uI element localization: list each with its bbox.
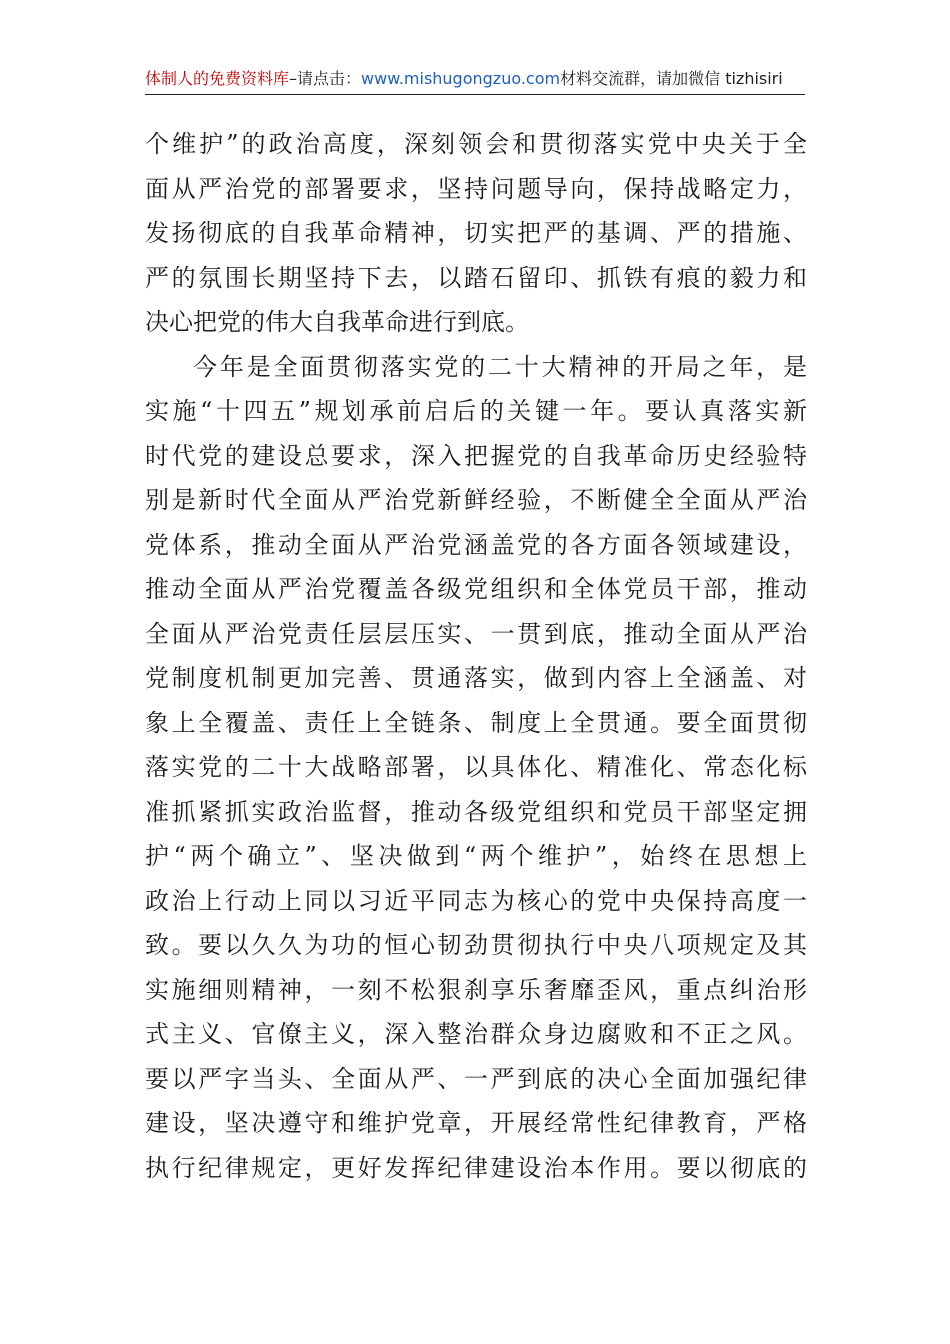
text-line: 党体系，推动全面从严治党涵盖党的各方面各领域建设， [145,530,807,559]
text-line: 要以严字当头、全面从严、一严到底的决心全面加强纪律 [145,1064,807,1093]
text-line: 个维护”的政治高度，深刻领会和贯彻落实党中央关于全 [145,130,807,158]
text-line: 象上全覆盖、责任上全链条、制度上全贯通。要全面贯彻 [145,708,807,737]
text-line: 实施“十四五”规划承前启后的关键一年。要认真落实新 [145,397,807,425]
text-line: 致。要以久久为功的恒心韧劲贯彻执行中央八项规定及其 [145,931,807,959]
text-line: 政治上行动上同以习近平同志为核心的党中央保持高度一 [145,886,807,915]
text-line: 护“两个确立”、坚决做到“两个维护”，始终在思想上 [145,842,807,870]
header-brand: 体制人的免费资料库 [145,69,290,88]
text-line: 准抓紧抓实政治监督，推动各级党组织和党员干部坚定拥 [145,797,807,826]
page-header [145,66,805,95]
text-line: 式主义、官僚主义，深入整治群众身边腐败和不正之风。 [145,1020,807,1048]
document-body [145,122,807,1190]
text-line: 全面从严治党责任层层压实、一贯到底，推动全面从严治 [145,619,807,648]
text-line: 别是新时代全面从严治党新鲜经验，不断健全全面从严治 [145,486,807,514]
text-line: 建设，坚决遵守和维护党章，开展经常性纪律教育，严格 [145,1109,807,1137]
header-url-link[interactable]: www.mishugongzuo.com [361,69,561,88]
header-prompt: –请点击： [289,69,362,88]
text-line: 面从严治党的部署要求，坚持问题导向，保持战略定力， [145,174,807,203]
text-line: 时代党的建设总要求，深入把握党的自我革命历史经验特 [145,441,807,470]
text-line: 今年是全面贯彻落实党的二十大精神的开局之年，是 [193,352,807,381]
text-line: 严的氛围长期坚持下去，以踏石留印、抓铁有痕的毅力和 [145,263,807,292]
text-line: 落实党的二十大战略部署，以具体化、精准化、常态化标 [145,753,807,781]
text-line: 实施细则精神，一刻不松狠刹享乐奢靡歪风，重点纠治形 [145,975,807,1004]
text-line: 党制度机制更加完善、贯通落实，做到内容上全涵盖、对 [145,664,807,692]
header-wechat-note: 材料交流群，请加微信 tizhisiri [560,69,783,88]
text-line: 推动全面从严治党覆盖各级党组织和全体党员干部，推动 [145,575,807,603]
text-line: 执行纪律规定，更好发挥纪律建设治本作用。要以彻底的 [145,1153,807,1182]
text-line: 发扬彻底的自我革命精神，切实把严的基调、严的措施、 [145,219,807,247]
text-line: 决心把党的伟大自我革命进行到底。 [145,308,529,336]
